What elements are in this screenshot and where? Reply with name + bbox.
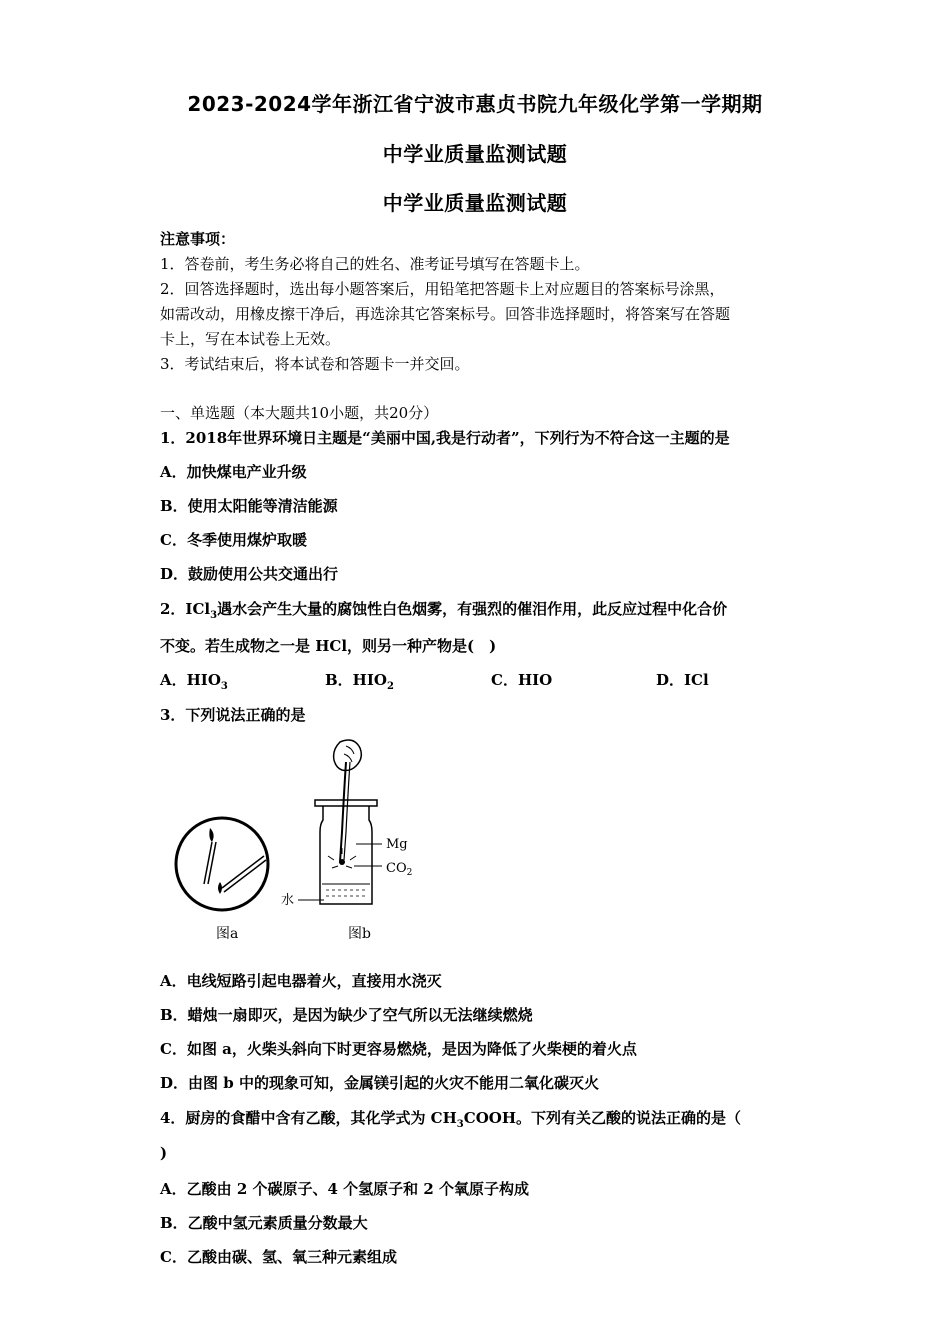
- figure-b-label: 图b: [348, 926, 371, 942]
- question-2-option-a: [160, 669, 228, 692]
- option-sub: 2: [386, 681, 394, 692]
- option-sub: 3: [220, 681, 228, 692]
- question-2-option-c: [491, 669, 552, 692]
- figure-b-water-label: 水: [281, 893, 295, 908]
- figure-b-co2-label: [386, 861, 412, 878]
- figure-svg: [160, 732, 460, 947]
- exam-title-line2: 中学业质量监测试题: [382, 142, 568, 166]
- question-2-option-d: [656, 669, 709, 692]
- question-1-option-a: A．加快煤电产业升级: [160, 463, 307, 481]
- q4-formula-sub: 3: [456, 1119, 464, 1130]
- figure-b-mg-label: Mg: [386, 837, 408, 852]
- question-3-option-a: A．电线短路引起电器着火，直接用水浇灭: [160, 972, 442, 990]
- notice-item: 3．考试结束后，将本试卷和答题卡一并交回。: [160, 355, 470, 373]
- question-2-stem-line2: 不变。若生成物之一是 HCl，则另一种产物是( ): [160, 637, 497, 655]
- option-text: D．ICl: [656, 671, 709, 689]
- question-1-option-b: B．使用太阳能等清洁能源: [160, 497, 338, 515]
- question-1-option-d: D．鼓励使用公共交通出行: [160, 565, 339, 583]
- q4-stem-text-b: COOH。下列有关乙酸的说法正确的是（: [463, 1109, 741, 1127]
- figure-a-label: 图a: [216, 926, 239, 942]
- question-4-option-a: A．乙酸由 2 个碳原子、4 个氢原子和 2 个氧原子构成: [160, 1180, 530, 1198]
- question-3-option-c: C．如图 a，火柴头斜向下时更容易燃烧，是因为降低了火柴梗的着火点: [160, 1040, 637, 1058]
- exam-title-line3: 中学业质量监测试题: [382, 191, 568, 215]
- question-3-stem: 3．下列说法正确的是: [160, 706, 306, 724]
- question-4-option-b: B．乙酸中氢元素质量分数最大: [160, 1214, 368, 1232]
- option-text: C．HIO: [491, 671, 553, 689]
- question-4-stem-line2: ): [160, 1144, 168, 1162]
- question-1-stem: 1．2018年世界环境日主题是“美丽中国,我是行动者”，下列行为不符合这一主题的是: [160, 429, 730, 447]
- question-2-option-b: [325, 669, 394, 692]
- notice-heading: 注意事项：: [160, 230, 236, 248]
- exam-title-line1: 2023-2024学年浙江省宁波市惠贞书院九年级化学第一学期期: [187, 92, 763, 116]
- notice-item: 如需改动，用橡皮擦干净后，再选涂其它答案标号。回答非选择题时，将答案写在答题: [160, 305, 731, 323]
- q2-stem-text: 遇水会产生大量的腐蚀性白色烟雾，有强烈的催泪作用，此反应过程中化合价: [217, 600, 728, 618]
- question-4-option-c: C．乙酸由碳、氢、氧三种元素组成: [160, 1248, 397, 1266]
- question-2-stem: [160, 598, 727, 621]
- question-3-option-b: B．蜡烛一扇即灭，是因为缺少了空气所以无法继续燃烧: [160, 1006, 533, 1024]
- figure-b-apparatus: [298, 740, 382, 904]
- section-heading: 一、单选题（本大题共10小题，共20分）: [160, 404, 439, 422]
- co2-main: CO: [386, 861, 407, 876]
- q4-stem-text: 4．厨房的食醋中含有乙酸，其化学式为 CH: [160, 1109, 457, 1127]
- q2-formula: 2．ICl: [160, 600, 211, 618]
- option-text: B．HIO: [325, 671, 387, 689]
- q2-formula-sub: 3: [210, 610, 218, 621]
- question-3-figure: [160, 732, 460, 947]
- question-1-option-c: C．冬季使用煤炉取暖: [160, 531, 307, 549]
- co2-sub: 2: [406, 868, 413, 878]
- option-text: A．HIO: [160, 671, 221, 689]
- notice-item: 卡上，写在本试卷上无效。: [160, 330, 341, 348]
- notice-item: 1．答卷前，考生务必将自己的姓名、准考证号填写在答题卡上。: [160, 255, 590, 273]
- question-4-stem: [160, 1107, 741, 1130]
- figure-a-matches: [176, 818, 268, 910]
- notice-item: 2．回答选择题时，选出每小题答案后，用铅笔把答题卡上对应题目的答案标号涂黑，: [160, 280, 725, 298]
- question-3-option-d: D．由图 b 中的现象可知，金属镁引起的火灾不能用二氧化碳灭火: [160, 1074, 599, 1092]
